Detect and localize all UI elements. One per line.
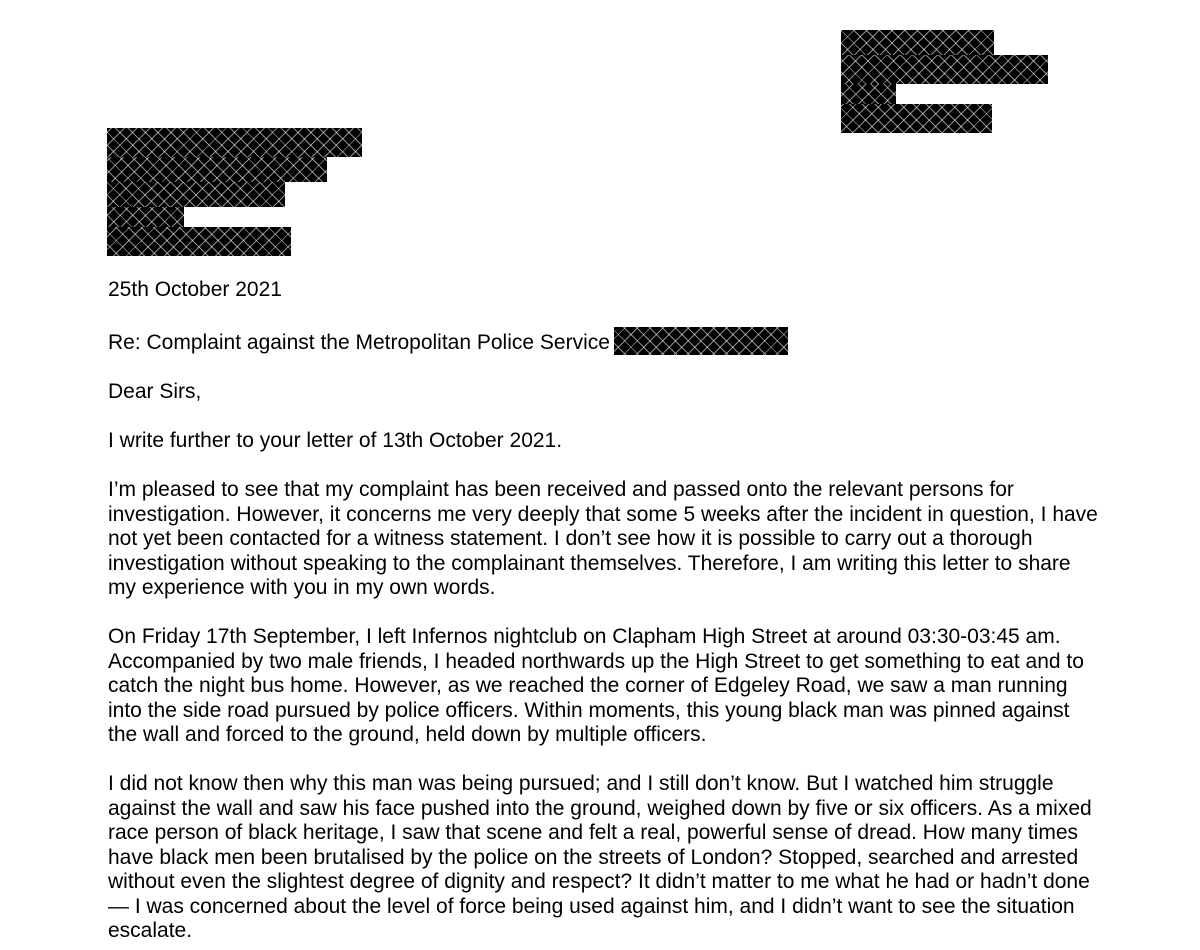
letter-paragraph: I did not know then why this man was being pursued; and I still don’t know. But I watched him struggle against the wall and saw his face pushed into the ground, weighed down by five or six officers. As a mixed race person of black heritage, I saw that scene and felt a real, powerful sense of dread. How many times have black men been brutalised by the police on the streets of London? Stopped, searched and arrested without even the slightest degree of dignity and respect? It didn’t matter to me what he had or hadn’t done — I was concerned about the level of force being used against him, and I didn’t want to see the situation escalate. [108,772,1092,942]
redaction-block [107,227,291,256]
redaction-block [841,104,992,133]
redaction-block [841,30,994,55]
redaction-block [107,128,362,157]
redaction-block [107,157,327,182]
reference-redaction [614,327,788,355]
letter-subject: Re: Complaint against the Metropolitan Police Service [108,331,610,354]
letter-salutation: Dear Sirs, [108,380,202,403]
letter-body [108,278,1098,950]
letter-subject-line [108,327,1098,356]
redaction-block [841,55,1048,84]
letter-paragraph: On Friday 17th September, I left Infernos nightclub on Clapham High Street at around 03:30-03:45 am. Accompanied by two male friends, I headed northwards up the High Street to get something to eat and to catch the night bus home. However, as we reached the corner of Edgeley Road, we saw a man running into the side road pursued by police officers. Within moments, this young black man was pinned against the wall and forced to the ground, held down by multiple officers. [108,625,1084,746]
redaction-block [107,182,285,207]
letter-paragraph: I’m pleased to see that my complaint has been received and passed onto the relevant persons for investigation. However, it concerns me very deeply that some 5 weeks after the incident in question, I have not yet been contacted for a witness statement. I don’t see how it is possible to carry out a thorough investigation without speaking to the complainant themselves. Therefore, I am writing this letter to share my experience with you in my own words. [108,478,1098,599]
redaction-block [841,84,896,104]
letter-paragraph: I write further to your letter of 13th October 2021. [108,429,563,452]
letter-date: 25th October 2021 [108,278,282,301]
redaction-block [107,207,184,227]
